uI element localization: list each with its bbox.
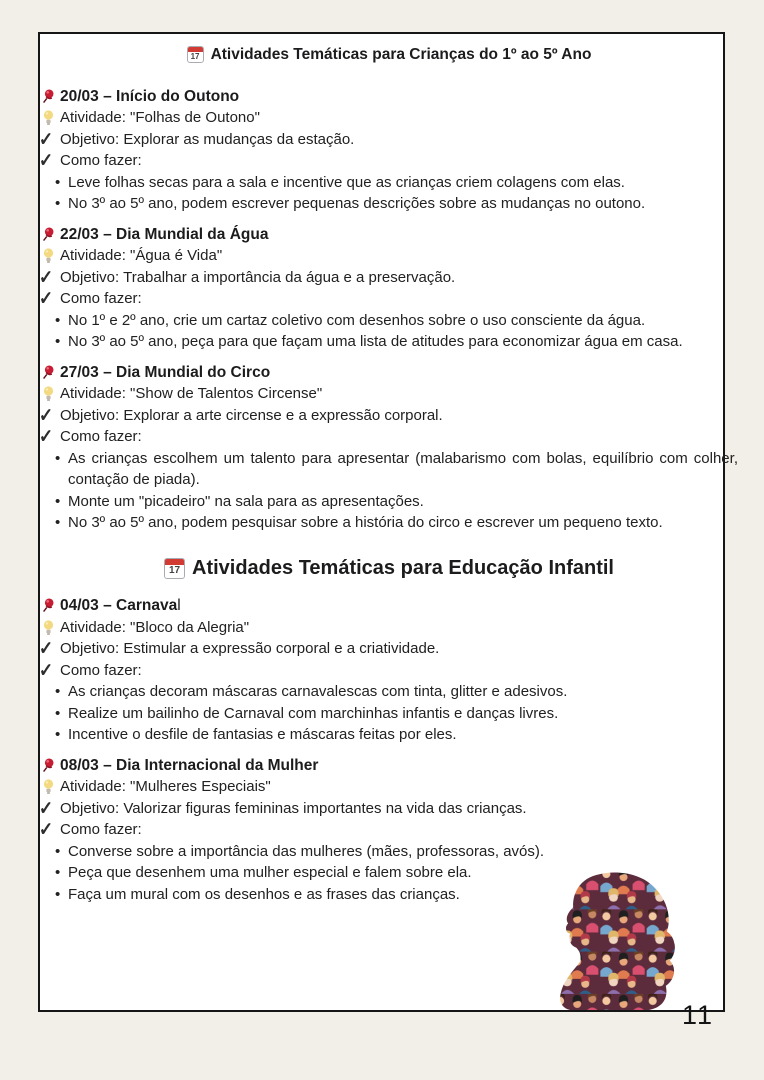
activity-block-carnaval [40, 595, 738, 746]
activity-block-circo [40, 362, 738, 534]
section-title-primary [40, 44, 738, 66]
activity-block-outono [40, 86, 738, 215]
activity-heading: 27/03 – Dia Mundial do Circo [40, 362, 738, 384]
list-item: • No 3º ao 5º ano, podem escrever pequenas descrições sobre as mudanças no outono. [40, 193, 738, 215]
bulb-icon [40, 245, 56, 263]
bullet-list [40, 310, 738, 353]
pushpin-icon [40, 595, 56, 613]
list-item: • As crianças decoram máscaras carnavalescas com tinta, glitter e adesivos. [40, 681, 738, 703]
activity-heading: 22/03 – Dia Mundial da Água [40, 224, 738, 246]
objetivo-line: ✓ Objetivo: Valorizar figuras femininas importantes na vida das crianças. [38, 797, 527, 819]
activity-heading: 04/03 – Carnaval [40, 595, 738, 617]
bullet-list [40, 681, 738, 746]
list-item: • Leve folhas secas para a sala e incentive que as crianças criem colagens com elas. [40, 172, 738, 194]
bulb-icon [40, 383, 56, 401]
check-icon: ✓ [38, 266, 54, 288]
pushpin-icon [40, 362, 56, 380]
como-fazer-line: ✓ Como fazer: [38, 287, 142, 310]
objetivo-line: ✓ Objetivo: Estimular a expressão corporal e a criatividade. [38, 637, 440, 660]
list-item: • As crianças escolhem um talento para apresentar (malabarismo com bolas, equilíbrio com colher, contação de piada). [40, 448, 738, 491]
section-title-text: Atividades Temáticas para Educação Infantil [192, 556, 614, 579]
atividade-line: Atividade: "Água é Vida" [40, 245, 738, 267]
check-icon: ✓ [38, 404, 54, 426]
check-icon: ✓ [38, 425, 54, 448]
objetivo-line: ✓ Objetivo: Trabalhar a importância da água e a preservação. [38, 266, 456, 288]
bullet-list [40, 448, 738, 534]
activity-heading: 20/03 – Início do Outono [40, 86, 738, 108]
women-collage-image [552, 867, 690, 1010]
check-icon: ✓ [38, 149, 54, 172]
check-icon: ✓ [38, 287, 54, 310]
list-item: • Converse sobre a importância das mulheres (mães, professoras, avós). [40, 841, 738, 863]
atividade-line: Atividade: "Show de Talentos Circense" [40, 383, 738, 405]
como-fazer-line: ✓ Como fazer: [38, 425, 142, 448]
section-title-secondary [40, 558, 738, 580]
bulb-icon [40, 617, 56, 635]
atividade-line: Atividade: "Bloco da Alegria" [40, 617, 738, 639]
section-title-text: Atividades Temáticas para Crianças do 1º ao 5º Ano [210, 46, 592, 63]
pushpin-icon [40, 86, 56, 104]
check-icon: ✓ [38, 818, 54, 841]
check-icon: ✓ [38, 797, 54, 819]
pushpin-icon [40, 755, 56, 773]
como-fazer-line: ✓ Como fazer: [38, 659, 142, 681]
list-item: • Faça um mural com os desenhos e as frases das crianças. [40, 884, 738, 906]
list-item: • Peça que desenhem uma mulher especial e falem sobre ela. [40, 862, 738, 884]
list-item: • No 1º e 2º ano, crie um cartaz coletivo com desenhos sobre o uso consciente da água. [40, 310, 738, 332]
como-fazer-line: ✓ Como fazer: [38, 149, 142, 172]
atividade-line: Atividade: "Folhas de Outono" [40, 107, 738, 129]
objetivo-line: ✓ Objetivo: Explorar as mudanças da estação. [38, 128, 355, 150]
check-icon: ✓ [38, 659, 54, 681]
activity-heading: 08/03 – Dia Internacional da Mulher [40, 755, 738, 777]
pushpin-icon [40, 224, 56, 242]
bullet-list [40, 172, 738, 215]
calendar-icon: 17 [187, 46, 204, 63]
list-item: • No 3º ao 5º ano, podem pesquisar sobre a história do circo e escrever um pequeno texto. [40, 512, 738, 534]
bulb-icon [40, 776, 56, 794]
page-content [40, 36, 738, 905]
check-icon: ✓ [38, 128, 54, 150]
como-fazer-line: ✓ Como fazer: [38, 818, 142, 841]
calendar-icon: 17 [164, 558, 185, 579]
objetivo-line: ✓ Objetivo: Explorar a arte circense e a expressão corporal. [38, 404, 443, 426]
list-item: • Incentive o desfile de fantasias e máscaras feitas por eles. [40, 724, 738, 746]
activity-block-agua [40, 224, 738, 353]
bulb-icon [40, 107, 56, 125]
list-item: • No 3º ao 5º ano, peça para que façam uma lista de atitudes para economizar água em casa. [40, 331, 738, 353]
page-number: 11 [682, 1000, 715, 1030]
atividade-line: Atividade: "Mulheres Especiais" [40, 776, 738, 798]
list-item: • Realize um bailinho de Carnaval com marchinhas infantis e danças livres. [40, 703, 738, 725]
list-item: • Monte um "picadeiro" na sala para as apresentações. [40, 491, 738, 513]
check-icon: ✓ [38, 637, 54, 660]
